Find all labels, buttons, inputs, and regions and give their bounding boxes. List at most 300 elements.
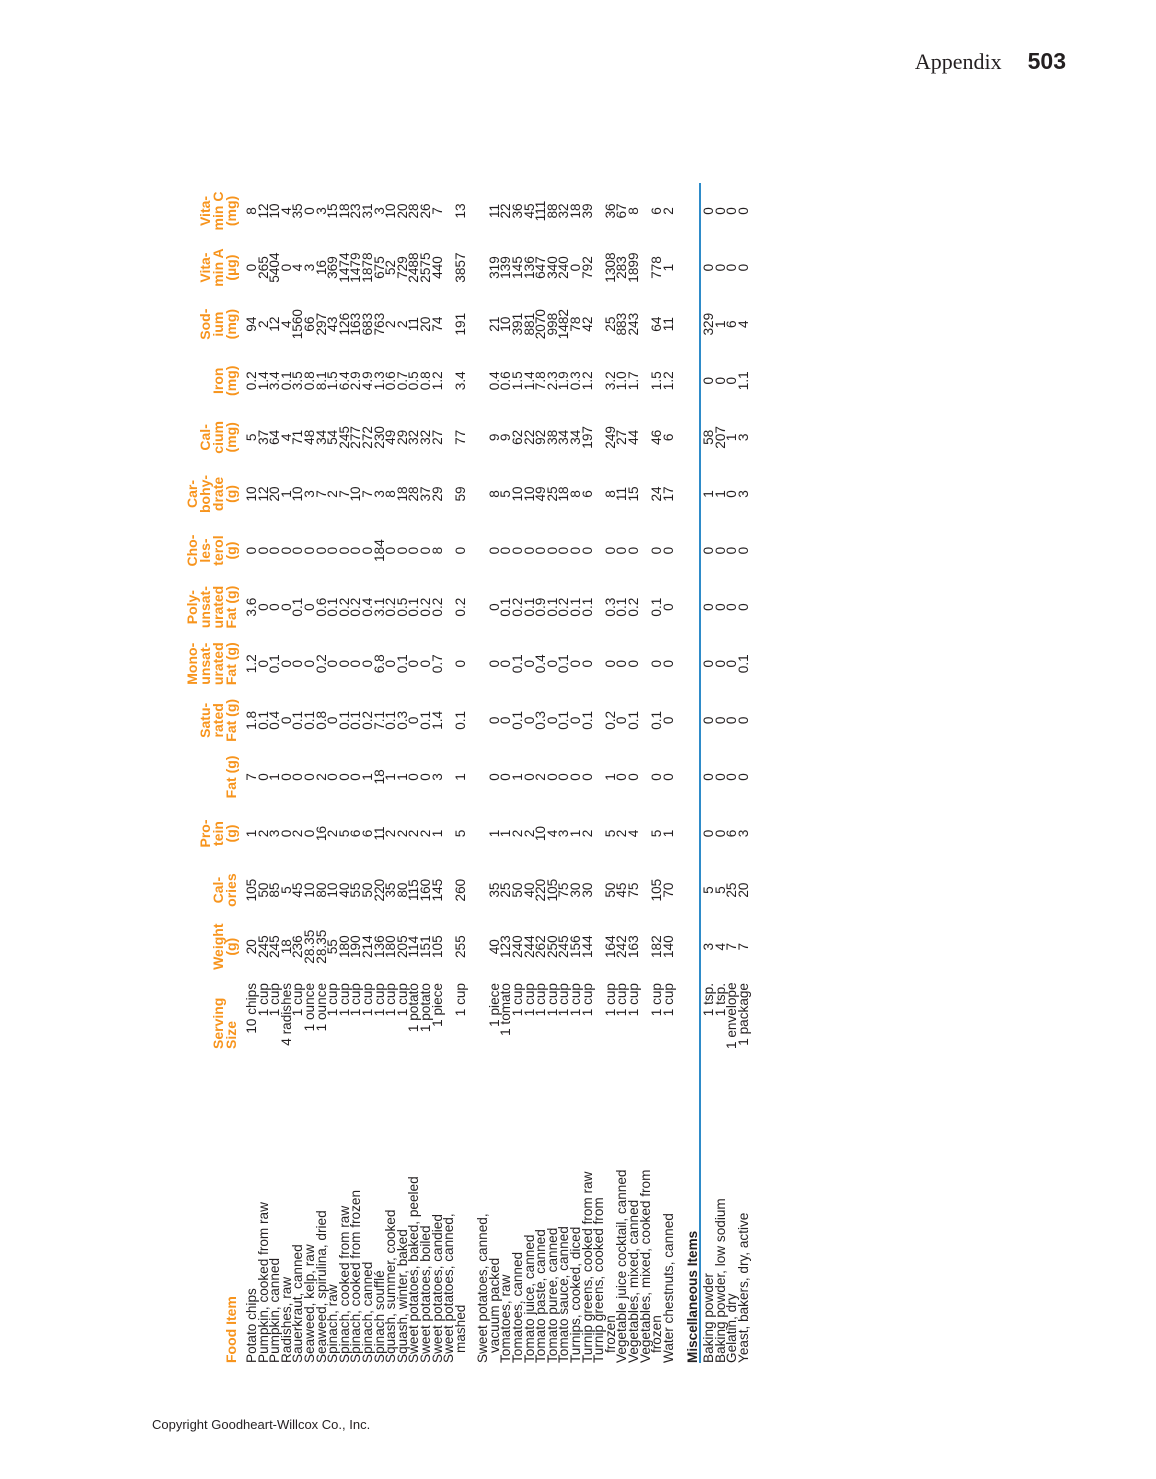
nutrient-value-cell: 0.1 <box>325 597 341 617</box>
col-header-food-text: Food Item <box>223 1296 239 1363</box>
nutrient-value-cell: 0 <box>700 829 716 838</box>
nutrient-value-cell: 10 <box>383 203 399 219</box>
nutrient-value-cell: 139 <box>498 256 514 279</box>
nutrient-value-cell: 0 <box>660 716 676 725</box>
nutrient-value-cell: 0.3 <box>568 371 584 391</box>
nutrient-value-cell: 12 <box>267 316 283 332</box>
nutrient-value-cell: 0.3 <box>533 710 549 730</box>
nutrient-value-cell: 283 <box>614 256 630 279</box>
nutrient-value-cell: 255 <box>452 935 468 959</box>
nutrient-value-cell: 1.0 <box>614 371 630 391</box>
table-row <box>582 183 594 1363</box>
nutrient-value-cell: 50 <box>602 882 618 898</box>
nutrient-value-cell: 0.1 <box>510 654 526 674</box>
nutrient-value-cell: 0.2 <box>313 654 329 674</box>
nutrient-value-cell: 8 <box>244 207 259 215</box>
nutrient-value-cell: 1.4 <box>255 371 271 391</box>
nutrient-value-cell: 0.6 <box>313 597 329 617</box>
nutrient-value-cell: 10 <box>348 486 364 502</box>
nutrient-value-cell: 5 <box>452 829 468 838</box>
nutrient-value-cell: 0.1 <box>267 654 283 674</box>
nutrient-value-cell: 78 <box>568 316 584 332</box>
nutrient-value-cell: 0 <box>700 376 716 385</box>
nutrient-value-cell: 0 <box>521 659 537 668</box>
nutrient-value-cell: 0 <box>267 603 283 611</box>
food-item-cell: Sweet potatoes, baked, peeled <box>406 1176 422 1363</box>
hdr-line: (g) <box>223 824 239 843</box>
hdr-line: ories <box>223 873 239 907</box>
food-item-cell: Vegetable juice cocktail, canned <box>614 1169 630 1363</box>
table-body <box>246 183 749 1363</box>
nutrient-value-cell: 0 <box>568 716 584 725</box>
nutrient-value-cell: 0 <box>700 659 716 668</box>
hdr-line: Cal- <box>197 424 213 451</box>
food-item-cell: Spinach, cooked from frozen <box>348 1189 364 1363</box>
serving-size-cell: 1 cup <box>290 983 306 1017</box>
nutrient-value-cell: 5 <box>712 886 728 894</box>
nutrient-value-cell: 0.8 <box>313 710 329 730</box>
nutrient-value-cell: 0 <box>255 603 271 611</box>
nutrient-value-cell: 8 <box>383 490 399 498</box>
nutrient-value-cell: 0 <box>325 546 341 555</box>
nutrient-value-cell: 0 <box>544 659 560 668</box>
nutrient-value-cell: 32 <box>406 429 422 445</box>
nutrient-value-cell: 0 <box>290 546 306 555</box>
hdr-line: Fat (g) <box>223 642 239 686</box>
nutrient-value-cell: 0.1 <box>626 710 641 730</box>
food-item-cell: Baking powder <box>700 1273 716 1363</box>
nutrient-value-cell: 0 <box>735 263 751 272</box>
nutrient-value-cell: 40 <box>336 882 352 898</box>
nutrient-value-cell: 1 <box>660 829 676 838</box>
nutrient-value-cell: 0 <box>724 263 740 272</box>
nutrient-value-cell: 0 <box>544 716 560 725</box>
nutrient-value-cell: 105 <box>244 878 259 902</box>
serving-size-cell: 1 tsp. <box>712 983 728 1017</box>
nutrient-value-cell: 12 <box>255 203 271 219</box>
nutrient-value-cell: 2 <box>383 829 399 838</box>
nutrient-value-cell: 3.1 <box>371 597 387 617</box>
nutrient-value-cell: 0 <box>301 829 317 838</box>
nutrient-value-cell: 0.6 <box>383 371 399 391</box>
nutrient-value-cell: 62 <box>510 429 526 445</box>
nutrient-value-cell: 1.5 <box>649 371 665 391</box>
nutrient-value-cell: 6 <box>579 490 595 498</box>
nutrient-value-cell: 1 <box>700 490 716 498</box>
serving-size-cell: 1 cup <box>336 983 352 1017</box>
nutrient-value-cell: 15 <box>325 203 341 219</box>
nutrient-value-cell: 2 <box>417 829 433 838</box>
table-row <box>455 183 467 1363</box>
nutrient-value-cell: 0.1 <box>301 710 317 730</box>
nutrient-value-cell: 10 <box>510 486 526 502</box>
nutrient-value-cell: 0.1 <box>383 710 399 730</box>
nutrient-value-cell: 6 <box>660 433 676 442</box>
nutrient-value-cell: 46 <box>649 429 665 445</box>
nutrient-value-cell: 6 <box>649 207 665 215</box>
nutrient-value-cell: 207 <box>712 426 728 449</box>
hdr-line: rated <box>210 703 226 738</box>
nutrient-value-cell: 0 <box>498 546 514 555</box>
nutrient-value-cell: 0 <box>660 603 676 611</box>
nutrient-value-cell: 50 <box>359 882 375 898</box>
nutrient-value-cell: 0 <box>498 773 514 781</box>
nutrient-value-cell: 92 <box>533 429 549 445</box>
nutrient-value-cell: 0 <box>712 829 728 838</box>
hdr-line: Vita- <box>197 252 213 283</box>
nutrient-value-cell: 236 <box>290 935 306 959</box>
nutrient-value-cell: 180 <box>336 935 352 959</box>
nutrient-value-cell: 0 <box>313 546 329 555</box>
serving-size-cell: 1 cup <box>359 983 375 1017</box>
nutrient-value-cell: 1.3 <box>371 371 387 391</box>
nutrient-value-cell: 0 <box>325 659 341 668</box>
table-row <box>738 183 750 1363</box>
nutrient-value-cell: 123 <box>498 935 514 959</box>
hdr-line: Weight <box>210 923 226 970</box>
hdr-line: Fat (g) <box>223 585 239 629</box>
nutrient-value-cell: 0 <box>486 546 502 555</box>
nutrient-value-cell: 105 <box>429 935 445 959</box>
food-item-cell: vacuum packed <box>486 1257 502 1353</box>
nutrient-value-cell: 883 <box>614 312 630 336</box>
nutrient-value-cell: 126 <box>336 312 352 336</box>
nutrient-value-cell: 243 <box>626 312 641 336</box>
serving-size-cell: 1 tsp. <box>700 983 716 1017</box>
nutrient-value-cell: 29 <box>394 429 410 445</box>
serving-size-cell: 1 cup <box>452 983 468 1017</box>
nutrient-value-cell: 5 <box>649 829 665 838</box>
nutrient-value-cell: 1 <box>712 320 728 328</box>
food-item-cell: Tomato juice, canned <box>521 1234 537 1363</box>
nutrient-value-cell: 18 <box>394 486 410 502</box>
nutrient-value-cell: 28.35 <box>313 929 329 964</box>
nutrient-value-cell: 26 <box>417 203 433 219</box>
nutrient-value-cell: 0 <box>383 659 399 668</box>
nutrient-value-cell: 0.1 <box>735 654 751 674</box>
nutrient-value-cell: 30 <box>568 882 584 898</box>
nutrient-value-cell: 3.6 <box>244 597 259 617</box>
nutrient-value-cell: 1 <box>278 490 294 498</box>
nutrient-value-cell: 881 <box>521 312 537 336</box>
hdr-line: Pro- <box>197 819 213 848</box>
nutrient-value-cell: 10 <box>325 882 341 898</box>
nutrient-value-cell: 0 <box>359 546 375 555</box>
nutrient-value-cell: 28 <box>406 486 422 502</box>
spacer-cell <box>466 183 477 1363</box>
serving-size-cell: 1 package <box>735 983 751 1046</box>
nutrient-value-cell: 0 <box>417 773 433 781</box>
nutrient-value-cell: 2 <box>394 829 410 838</box>
nutrient-value-cell: 145 <box>510 256 526 279</box>
nutrient-value-cell: 3 <box>371 490 387 498</box>
food-item-cell: Spinach soufflé <box>371 1270 387 1363</box>
nutrient-value-cell: 0.2 <box>452 597 468 617</box>
nutrient-value-cell: 0.2 <box>348 597 364 617</box>
nutrient-value-cell: 18 <box>556 486 572 502</box>
nutrient-value-cell: 1474 <box>336 252 352 283</box>
food-item-cell: Tomatoes, raw <box>498 1274 514 1363</box>
nutrient-value-cell: 184 <box>371 539 387 562</box>
food-item-cell: Squash, winter, baked <box>394 1229 410 1363</box>
nutrient-value-cell: 2 <box>614 829 630 838</box>
nutrient-value-cell: 11 <box>614 486 630 502</box>
nutrient-value-cell: 1 <box>568 829 584 838</box>
nutrient-value-cell: 45 <box>521 203 537 219</box>
hdr-line: terol <box>210 535 226 566</box>
hdr-line: Sod- <box>197 308 213 340</box>
nutrient-value-cell: 140 <box>660 935 676 959</box>
nutrient-value-cell: 5 <box>498 490 514 498</box>
nutrient-value-cell: 0 <box>614 716 630 725</box>
serving-size-cell: 1 cup <box>544 983 560 1017</box>
nutrient-value-cell: 2 <box>660 207 676 215</box>
nutrient-value-cell: 144 <box>579 935 595 959</box>
nutrient-value-cell: 32 <box>417 429 433 445</box>
food-item-cell: Sweet potatoes, canned, <box>475 1213 491 1363</box>
serving-size-cell: 1 cup <box>383 983 399 1017</box>
nutrient-value-cell: 0.1 <box>579 710 595 730</box>
hdr-line: (mg) <box>223 365 239 396</box>
nutrient-value-cell: 0 <box>724 659 740 668</box>
nutrient-value-cell: 20 <box>244 939 259 955</box>
nutrient-value-cell: 8 <box>429 546 445 555</box>
nutrient-value-cell: 1.2 <box>660 371 676 391</box>
nutrient-value-cell: 0.7 <box>394 371 410 391</box>
nutrient-value-cell: 35 <box>383 882 399 898</box>
nutrient-value-cell: 5 <box>700 886 716 894</box>
nutrient-value-cell: 0 <box>406 546 422 555</box>
food-item-cell: Sauerkraut, canned <box>290 1244 306 1363</box>
nutrient-value-cell: 8 <box>568 490 584 498</box>
nutrient-value-cell: 0 <box>700 603 716 611</box>
nutrient-value-cell: 250 <box>544 935 560 959</box>
food-item-cell: Spinach, canned <box>359 1261 375 1363</box>
nutrient-value-cell: 18 <box>568 203 584 219</box>
nutrient-value-cell: 0.1 <box>521 597 537 617</box>
nutrient-value-cell: 1 <box>498 829 514 838</box>
hdr-line: ium <box>210 311 226 337</box>
nutrient-value-cell: 80 <box>313 882 329 898</box>
nutrient-value-cell: 2488 <box>406 252 422 283</box>
nutrient-value-cell: 50 <box>255 882 271 898</box>
nutrient-value-cell: 6.8 <box>371 654 387 674</box>
serving-size-cell: 1 cup <box>255 983 271 1017</box>
nutrient-value-cell: 22 <box>521 429 537 445</box>
food-item-cell: Squash, summer, cooked <box>383 1209 399 1363</box>
nutrient-value-cell: 2 <box>406 829 422 838</box>
nutrient-value-cell: 136 <box>371 935 387 959</box>
nutrient-value-cell: 74 <box>429 316 445 332</box>
col-header-fat <box>186 749 246 806</box>
nutrient-value-cell: 0 <box>724 490 740 498</box>
nutrient-value-cell: 763 <box>371 312 387 336</box>
table-row <box>663 183 675 1363</box>
col-header-serving-text: Serving Size <box>210 997 239 1049</box>
hdr-line: Iron <box>210 367 226 394</box>
nutrient-value-cell: 0.5 <box>406 371 422 391</box>
hdr-line: Vita- <box>197 195 213 227</box>
nutrient-value-cell: 9 <box>498 433 514 442</box>
nutrient-value-cell: 28 <box>406 203 422 219</box>
nutrient-value-cell: 0.8 <box>301 371 317 391</box>
nutrient-value-cell: 49 <box>383 429 399 445</box>
hdr-line: (mg) <box>223 422 239 453</box>
food-item-cell: Sweet potatoes, canned, <box>441 1213 457 1363</box>
nutrient-value-cell: 1 <box>244 829 259 838</box>
nutrient-value-cell: 0 <box>579 659 595 668</box>
hdr-line: Satu- <box>197 702 213 738</box>
nutrient-value-cell: 1.5 <box>510 371 526 391</box>
nutrient-value-cell: 17 <box>660 486 676 502</box>
serving-size-cell: 1 cup <box>510 983 526 1017</box>
nutrient-value-cell: 1878 <box>359 252 375 283</box>
nutrient-value-cell: 0.8 <box>417 371 433 391</box>
nutrient-value-cell: 272 <box>359 426 375 449</box>
nutrient-value-cell: 0 <box>486 716 502 725</box>
nutrient-value-cell: 45 <box>614 882 630 898</box>
nutrient-value-cell: 3.2 <box>602 371 618 391</box>
nutrient-value-cell: 0.1 <box>498 597 514 617</box>
nutrient-value-cell: 220 <box>371 878 387 902</box>
nutrient-value-cell: 0 <box>521 716 537 725</box>
nutrient-value-cell: 32 <box>556 203 572 219</box>
nutrient-value-cell: 1 <box>394 773 410 781</box>
nutrient-value-cell: 4 <box>278 207 294 215</box>
nutrient-value-cell: 0 <box>712 773 728 781</box>
hdr-line: cium <box>210 421 226 454</box>
nutrient-value-cell: 0 <box>735 207 751 215</box>
hdr-line: (g) <box>223 485 239 503</box>
hdr-line: Fat (g) <box>223 755 239 799</box>
food-item-cell: Tomato paste, canned <box>533 1229 549 1363</box>
nutrient-value-cell: 0.1 <box>406 597 422 617</box>
nutrient-value-cell: 20 <box>735 882 751 898</box>
nutrient-value-cell: 3.4 <box>267 371 283 391</box>
hdr-line: (g) <box>223 937 239 956</box>
nutrient-value-cell: 0 <box>626 659 641 668</box>
nutrient-value-cell: 4 <box>712 942 728 951</box>
nutrient-value-cell: 297 <box>313 312 329 336</box>
nutrient-value-cell: 24 <box>649 486 665 502</box>
nutrient-value-cell: 0.1 <box>452 710 468 730</box>
nutrient-value-cell: 0 <box>712 263 728 272</box>
nutrient-value-cell: 0 <box>301 659 317 668</box>
section-title-miscellaneous: Miscellaneous Items <box>685 183 700 1363</box>
nutrient-value-cell: 0 <box>336 659 352 668</box>
nutrient-value-cell: 0.6 <box>498 371 514 391</box>
nutrient-value-cell: 8.1 <box>313 371 329 391</box>
nutrient-value-cell: 3 <box>700 942 716 951</box>
nutrient-value-cell: 7 <box>724 942 740 951</box>
nutrient-value-cell: 245 <box>556 935 572 959</box>
nutrient-value-cell: 5 <box>602 829 618 838</box>
nutrient-value-cell: 1.4 <box>429 710 445 730</box>
nutrient-value-cell: 4 <box>544 829 560 838</box>
nutrient-value-cell: 0.7 <box>429 654 445 674</box>
nutrient-value-cell: 0.1 <box>556 710 572 730</box>
nutrient-value-cell: 0 <box>452 546 468 555</box>
nutrient-value-cell: 0.2 <box>417 597 433 617</box>
nutrient-value-cell: 0 <box>452 659 468 668</box>
serving-size-cell: 1 piece <box>486 983 502 1027</box>
nutrient-value-cell: 25 <box>544 486 560 502</box>
nutrient-value-cell: 0 <box>568 773 584 781</box>
nutrient-value-cell: 0 <box>417 659 433 668</box>
nutrient-value-cell: 683 <box>359 312 375 336</box>
serving-size-cell: 1 cup <box>348 983 364 1017</box>
food-item-cell: Vegetables, mixed, cooked from <box>637 1169 653 1363</box>
nutrient-value-cell: 647 <box>533 256 549 279</box>
nutrient-value-cell: 0 <box>712 546 728 555</box>
nutrient-value-cell: 1.1 <box>735 371 751 391</box>
col-header-food <box>186 1051 246 1363</box>
nutrient-value-cell: 180 <box>383 935 399 959</box>
nutrient-value-cell: 48 <box>301 429 317 445</box>
hdr-line: Mono- <box>184 642 200 685</box>
hdr-line: min C <box>210 191 226 231</box>
hdr-line: (g) <box>223 541 239 560</box>
serving-size-cell: 1 cup <box>614 983 630 1017</box>
nutrient-value-cell: 1 <box>602 773 618 781</box>
nutrient-value-cell: 0.1 <box>510 710 526 730</box>
hdr-line: unsat- <box>197 586 213 629</box>
nutrient-value-cell: 88 <box>544 203 560 219</box>
food-item-cell: Yeast, bakers, dry, active <box>735 1212 751 1363</box>
nutrient-value-cell: 5404 <box>267 252 283 283</box>
hdr-line: unsat- <box>197 642 213 685</box>
nutrient-value-cell: 0 <box>278 603 294 611</box>
col-header-calcium <box>186 409 246 466</box>
nutrient-value-cell: 10 <box>498 316 514 332</box>
nutrient-value-cell: 0 <box>486 603 502 611</box>
nutrient-value-cell: 43 <box>325 316 341 332</box>
serving-size-cell: 1 tomato <box>498 983 514 1036</box>
nutrient-value-cell: 94 <box>244 316 259 332</box>
nutrient-value-cell: 71 <box>290 429 306 445</box>
nutrient-value-cell: 4 <box>626 829 641 838</box>
nutrient-value-cell: 0 <box>325 773 341 781</box>
nutrient-value-cell: 164 <box>602 935 618 959</box>
nutrient-value-cell: 0.5 <box>394 597 410 617</box>
food-item-cell: Spinach, raw <box>325 1284 341 1363</box>
nutrient-value-cell: 230 <box>371 426 387 449</box>
nutrient-value-cell: 2 <box>325 490 341 498</box>
nutrient-value-cell: 6 <box>724 829 740 838</box>
nutrient-value-cell: 34 <box>313 429 329 445</box>
nutrient-value-cell: 0.2 <box>602 710 618 730</box>
hdr-line: urated <box>210 585 226 629</box>
hdr-line: (µg) <box>223 254 239 281</box>
nutrient-value-cell: 0 <box>498 716 514 725</box>
food-item-cell: Turnips, cooked, diced <box>568 1226 584 1363</box>
nutrient-value-cell: 0.3 <box>394 710 410 730</box>
nutrient-value-cell: 28.35 <box>301 929 317 964</box>
nutrient-value-cell: 1 <box>660 263 676 272</box>
food-item-cell: Potato chips <box>244 1288 259 1363</box>
nutrient-value-cell: 0 <box>700 546 716 555</box>
nutrient-value-cell: 0 <box>649 773 665 781</box>
nutrient-value-cell: 0 <box>614 773 630 781</box>
nutrient-value-cell: 0.2 <box>383 597 399 617</box>
nutrient-value-cell: 0.2 <box>626 597 641 617</box>
nutrient-value-cell: 2 <box>313 773 329 781</box>
nutrient-value-cell: 7 <box>359 490 375 498</box>
nutrient-value-cell: 0 <box>486 659 502 668</box>
nutrient-value-cell: 11 <box>486 203 502 219</box>
nutrient-value-cell: 190 <box>348 935 364 959</box>
food-item-cell: mashed <box>452 1304 468 1353</box>
